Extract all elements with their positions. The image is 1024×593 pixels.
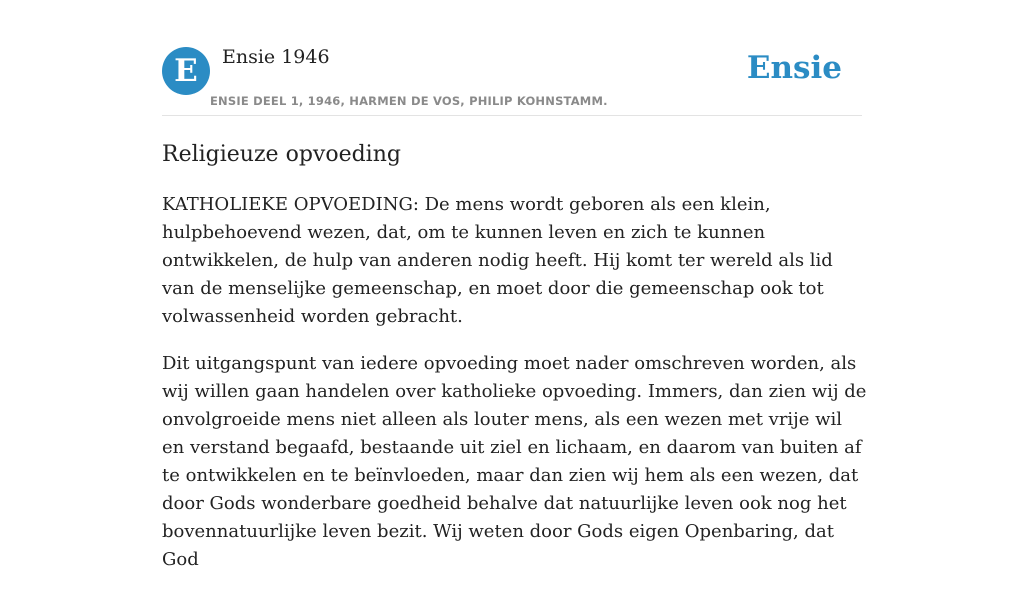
site-logo[interactable]: E — [162, 47, 210, 95]
article-paragraph: KATHOLIEKE OPVOEDING: De mens wordt geboren als een klein, hulpbehoevend wezen, dat, om te kunnen leven en zich te kunnen ontwikkelen, de hulp van anderen nodig heeft. Hij komt ter wereld als lid van de menselijke gemeenschap, en moet door die gemeenschap ook tot volwassenheid worden gebracht. — [162, 194, 833, 327]
article-paragraph: Dit uitgangspunt van iedere opvoeding moet nader omschreven worden, als wij willen gaan handelen over katholieke opvoeding. Immers, dan zien wij de onvolgroeide mens niet alleen als louter mens, als een wezen met vrije wil en verstand begaafd, bestaande uit ziel en lichaam, en daarom van buiten af te ontwikkelen en te beïnvloeden, maar dan zien wij hem als een wezen, dat door Gods wonderbare goedheid behalve dat natuurlijke leven ook nog het bovennatuurlijke leven bezit. Wij weten door Gods eigen Openbaring, dat God — [162, 353, 867, 570]
site-title[interactable]: Ensie 1946 — [222, 46, 330, 68]
article-title: Religieuze opvoeding — [162, 142, 401, 167]
site-subtitle: ENSIE DEEL 1, 1946, HARMEN DE VOS, PHILIP KOHNSTAMM. — [210, 94, 608, 108]
article — [162, 140, 868, 593]
site-header — [162, 0, 862, 116]
brand-logo[interactable]: Ensie — [746, 50, 842, 86]
